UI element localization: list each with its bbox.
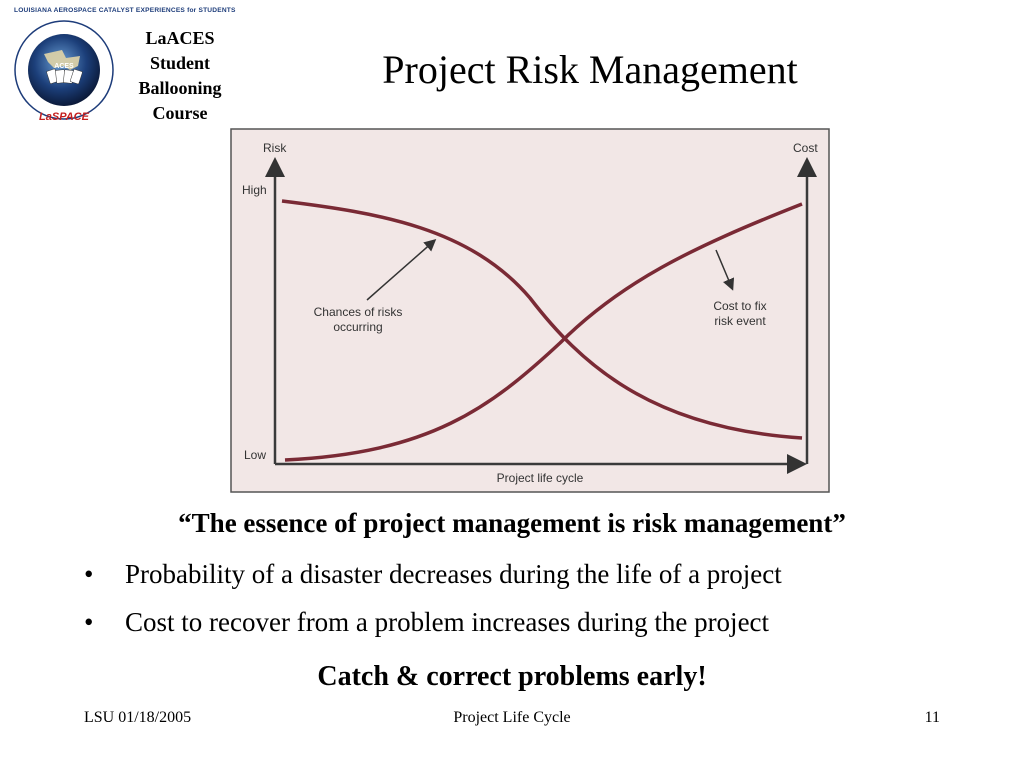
bullet-text: Probability of a disaster decreases during the life of a project [125,559,782,589]
cost-annotation-line: risk event [714,314,766,328]
slide-number: 11 [924,709,940,726]
life-cycle-label: Project life cycle [496,471,584,485]
cost-axis-label: Cost [793,141,818,155]
risk-annotation-line: occurring [333,320,383,334]
course-name-line: LaACES [145,28,215,48]
course-name-line: Student [149,53,211,73]
course-name-line: Course [152,103,208,123]
key-quote: “The essence of project management is risk management” [178,508,846,538]
course-name-line: Ballooning [138,78,222,98]
bullet-list [84,556,1004,652]
bullet-marker: • [84,607,94,637]
cost-annotation-line: Cost to fix [713,299,767,313]
logo-brand-text: LaSPACE [39,111,89,123]
emphasis-statement: Catch & correct problems early! [317,661,707,692]
logo-ring-text: LOUISIANA AEROSPACE CATALYST EXPERIENCES for STUDENTS [14,7,236,14]
low-label: Low [244,448,267,462]
footer-date: LSU 01/18/2005 [84,709,192,726]
risk-axis-label: Risk [263,141,287,155]
high-label: High [242,183,267,197]
footer-title: Project Life Cycle [453,709,571,726]
slide-title: Project Risk Management [382,47,798,92]
risk-cost-diagram [230,128,830,493]
logo-badge-text: ACES [54,63,74,70]
bullet-marker: • [84,559,94,589]
bullet-item [84,604,1004,652]
bullet-text: Cost to recover from a problem increases during the project [125,607,770,637]
course-name [124,26,236,126]
risk-annotation-line: Chances of risks [313,305,403,319]
bullet-item [84,556,1004,604]
